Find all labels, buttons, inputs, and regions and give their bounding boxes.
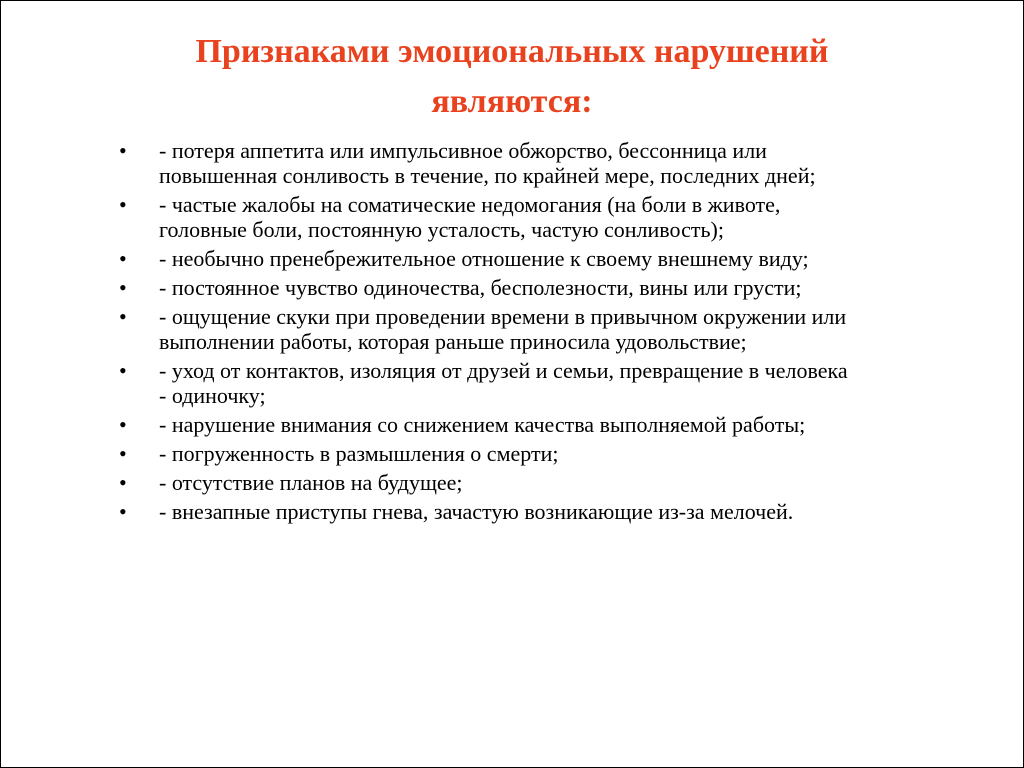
bullet-icon: • <box>119 499 127 524</box>
list-item-text-line: - уход от контактов, изоляция от друзей и семьи, превращение в человека <box>159 358 848 383</box>
list-item-text-line: - отсутствие планов на будущее; <box>159 470 463 495</box>
slide-title-line-1: Признаками эмоциональных нарушений <box>195 33 829 70</box>
list-item <box>119 304 979 354</box>
list-item-text-line: - потеря аппетита или импульсивное обжорство, бессонница или <box>159 138 767 163</box>
list-item <box>119 138 979 188</box>
slide-title-line-2: являются: <box>431 83 593 120</box>
list-item-text-line: выполнении работы, которая раньше приносила удовольствие; <box>159 329 747 354</box>
list-item-text-line: - погруженность в размышления о смерти; <box>159 441 559 466</box>
bullet-icon: • <box>119 358 127 383</box>
list-item-text-line: головные боли, постоянную усталость, частую сонливость); <box>159 217 724 242</box>
list-item <box>119 246 979 271</box>
bullet-icon: • <box>119 192 127 217</box>
bullet-icon: • <box>119 412 127 437</box>
list-item <box>119 470 979 495</box>
list-item-text-line: - одиночку; <box>159 383 266 408</box>
list-item <box>119 192 979 242</box>
list-item <box>119 358 979 408</box>
list-item-text-line: - внезапные приступы гнева, зачастую возникающие из-за мелочей. <box>159 499 794 524</box>
bullet-icon: • <box>119 275 127 300</box>
bullet-icon: • <box>119 304 127 329</box>
list-item-text-line: повышенная сонливость в течение, по крайней мере, последних дней; <box>159 163 816 188</box>
list-item-text-line: - постоянное чувство одиночества, бесполезности, вины или грусти; <box>159 275 802 300</box>
slide-title <box>61 27 963 127</box>
list-item-text-line: - необычно пренебрежительное отношение к своему внешнему виду; <box>159 246 809 271</box>
list-item-text-line: - частые жалобы на соматические недомогания (на боли в животе, <box>159 192 781 217</box>
list-item <box>119 499 979 524</box>
bullet-icon: • <box>119 441 127 466</box>
bullet-icon: • <box>119 138 127 163</box>
list-item-text-line: - ощущение скуки при проведении времени в привычном окружении или <box>159 304 847 329</box>
list-item <box>119 441 979 466</box>
bullet-icon: • <box>119 470 127 495</box>
list-item-text-line: - нарушение внимания со снижением качества выполняемой работы; <box>159 412 806 437</box>
list-item <box>119 412 979 437</box>
bullet-icon: • <box>119 246 127 271</box>
bullet-list <box>119 138 979 528</box>
list-item <box>119 275 979 300</box>
